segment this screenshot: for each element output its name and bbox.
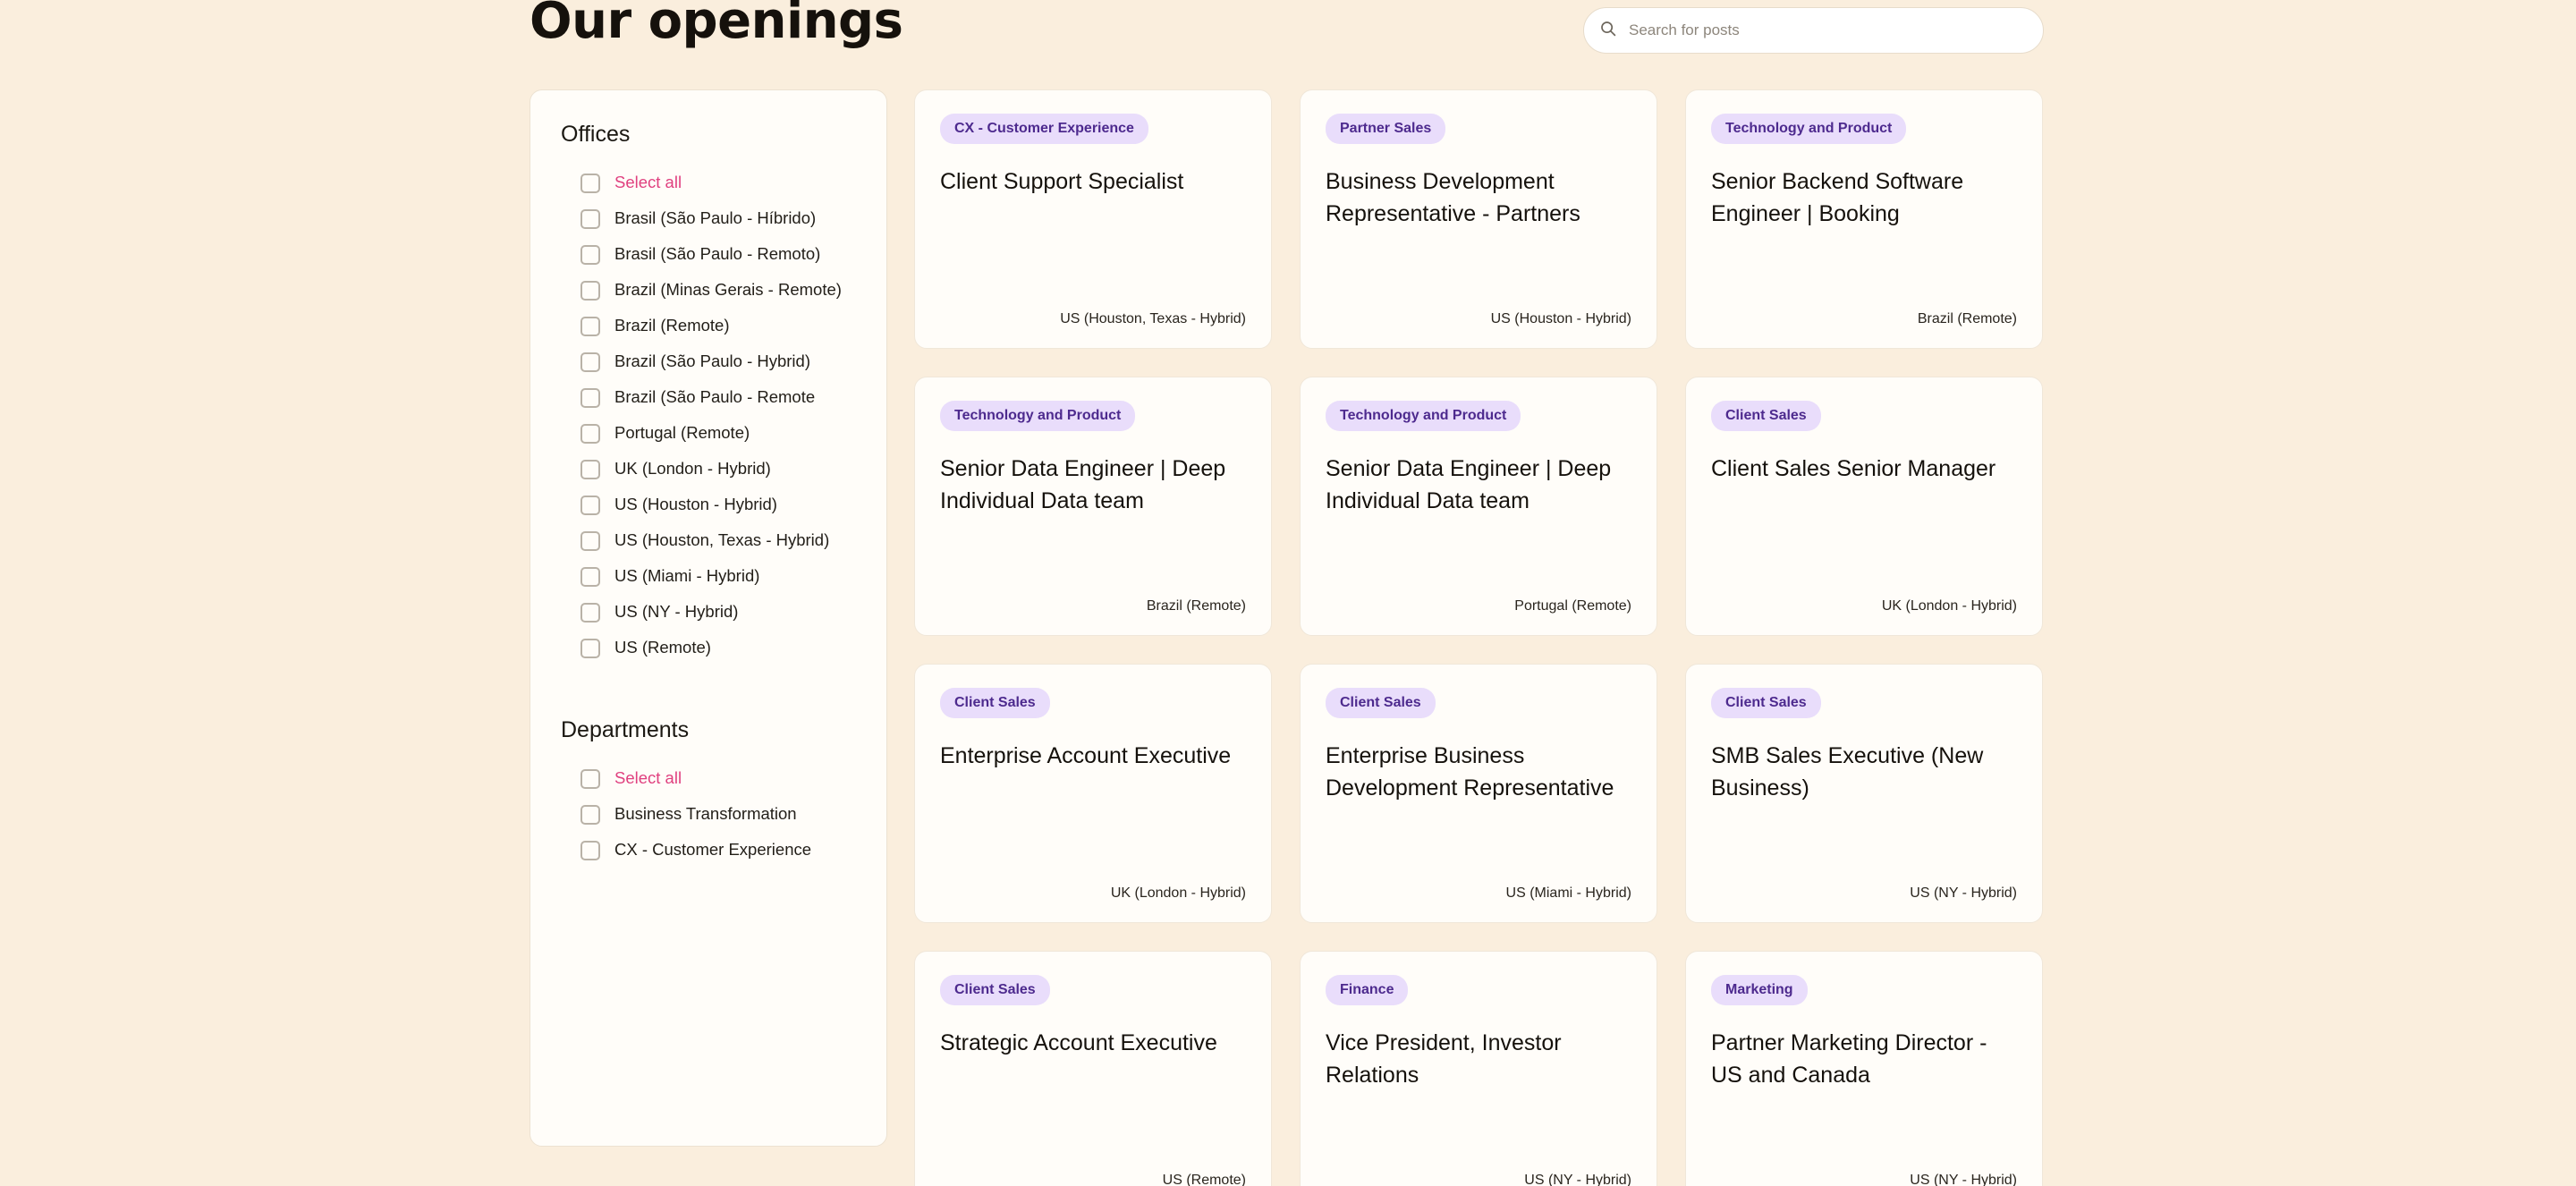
job-title: Client Support Specialist [940, 169, 1184, 194]
facet-label: Select all [614, 173, 682, 191]
facet-row[interactable] [561, 561, 856, 597]
job-grid [914, 89, 2043, 1186]
job-location: UK (London - Hybrid) [1881, 598, 2017, 614]
job-title: Senior Data Engineer | Deep Individual Data team [1326, 456, 1612, 513]
job-title: Strategic Account Executive [940, 1030, 1217, 1055]
checkbox-icon[interactable] [580, 567, 600, 587]
job-title: Enterprise Business Development Representative [1326, 743, 1614, 801]
checkbox-icon[interactable] [580, 281, 600, 301]
facet-row[interactable] [561, 525, 856, 561]
facet-label: CX - Customer Experience [614, 840, 812, 859]
checkbox-icon[interactable] [580, 209, 600, 229]
checkbox-icon[interactable] [580, 245, 600, 265]
checkbox-icon[interactable] [580, 174, 600, 193]
job-card[interactable] [914, 89, 1272, 349]
job-tag: Marketing [1711, 975, 1808, 1005]
facet-label: US (Remote) [614, 638, 711, 657]
job-tag: CX - Customer Experience [940, 114, 1148, 144]
facet-row[interactable] [561, 489, 856, 525]
job-card[interactable] [1300, 664, 1657, 923]
facet-label: UK (London - Hybrid) [614, 459, 771, 478]
job-location: Brazil (Remote) [1146, 598, 1246, 614]
job-tag: Technology and Product [1326, 401, 1521, 431]
job-card[interactable] [1685, 664, 2043, 923]
job-location: US (Houston - Hybrid) [1490, 311, 1631, 326]
job-title: Partner Marketing Director - US and Canada [1711, 1030, 1987, 1088]
facet-label: US (NY - Hybrid) [614, 602, 739, 621]
departments-heading: Departments [561, 717, 690, 742]
facet-row[interactable] [561, 453, 856, 489]
checkbox-icon[interactable] [580, 388, 600, 408]
facet-row[interactable] [561, 834, 856, 870]
job-location: UK (London - Hybrid) [1110, 885, 1246, 901]
checkbox-icon[interactable] [580, 805, 600, 825]
checkbox-icon[interactable] [580, 317, 600, 336]
job-title: Client Sales Senior Manager [1711, 456, 1996, 481]
facet-row[interactable] [561, 632, 856, 668]
facet-label: US (Miami - Hybrid) [614, 566, 760, 585]
checkbox-icon[interactable] [580, 460, 600, 479]
job-title: Senior Data Engineer | Deep Individual Data team [940, 456, 1226, 513]
facet-row[interactable] [561, 275, 856, 310]
facet-label: Brazil (São Paulo - Hybrid) [614, 352, 810, 370]
facet-row[interactable] [561, 346, 856, 382]
page-title: Our openings [530, 0, 903, 50]
checkbox-icon[interactable] [580, 531, 600, 551]
job-location: Brazil (Remote) [1917, 311, 2017, 326]
facet-label: US (Houston, Texas - Hybrid) [614, 530, 830, 549]
job-tag: Finance [1326, 975, 1408, 1005]
offices-select-all-row[interactable] [561, 167, 856, 203]
facet-label: Business Transformation [614, 804, 797, 823]
job-tag: Client Sales [1711, 401, 1821, 431]
job-tag: Client Sales [940, 688, 1050, 718]
search-box[interactable] [1583, 7, 2044, 54]
facet-row[interactable] [561, 799, 856, 834]
facet-label: US (Houston - Hybrid) [614, 495, 777, 513]
facet-label: Brasil (São Paulo - Remoto) [614, 244, 821, 263]
facet-label: Brazil (Remote) [614, 316, 730, 335]
facet-label: Brasil (São Paulo - Híbrido) [614, 208, 817, 227]
job-card[interactable] [1300, 951, 1657, 1186]
job-tag: Technology and Product [940, 401, 1135, 431]
job-card[interactable] [1300, 377, 1657, 636]
search-input[interactable] [1627, 21, 2027, 40]
offices-heading: Offices [561, 122, 631, 147]
job-location: US (NY - Hybrid) [1524, 1173, 1631, 1186]
job-card[interactable] [914, 951, 1272, 1186]
offices-list [561, 167, 856, 668]
checkbox-icon[interactable] [580, 603, 600, 623]
facet-label: Portugal (Remote) [614, 423, 750, 442]
facet-row[interactable] [561, 239, 856, 275]
job-tag: Client Sales [940, 975, 1050, 1005]
job-location: US (Houston, Texas - Hybrid) [1060, 311, 1246, 326]
job-card[interactable] [914, 664, 1272, 923]
job-card[interactable] [914, 377, 1272, 636]
job-title: Vice President, Investor Relations [1326, 1030, 1562, 1088]
checkbox-icon[interactable] [580, 352, 600, 372]
facet-label: Brazil (Minas Gerais - Remote) [614, 280, 842, 299]
job-location: US (Remote) [1162, 1173, 1246, 1186]
checkbox-icon[interactable] [580, 841, 600, 860]
departments-select-all-row[interactable] [561, 763, 856, 799]
job-card[interactable] [1685, 89, 2043, 349]
job-title: SMB Sales Executive (New Business) [1711, 743, 1984, 801]
job-card[interactable] [1685, 951, 2043, 1186]
job-location: US (NY - Hybrid) [1910, 1173, 2017, 1186]
checkbox-icon[interactable] [580, 769, 600, 789]
job-title: Enterprise Account Executive [940, 743, 1232, 768]
facet-row[interactable] [561, 597, 856, 632]
departments-list [561, 763, 856, 870]
filters-sidebar [530, 89, 887, 1147]
checkbox-icon[interactable] [580, 496, 600, 515]
job-title: Business Development Representative - Partners [1326, 169, 1580, 226]
job-tag: Client Sales [1711, 688, 1821, 718]
checkbox-icon[interactable] [580, 424, 600, 444]
facet-label: Select all [614, 768, 682, 787]
job-tag: Partner Sales [1326, 114, 1445, 144]
job-title: Senior Backend Software Engineer | Booking [1711, 169, 1964, 226]
job-location: US (Miami - Hybrid) [1505, 885, 1631, 901]
job-location: US (NY - Hybrid) [1910, 885, 2017, 901]
facet-label: Brazil (São Paulo - Remote [614, 387, 816, 406]
job-location: Portugal (Remote) [1514, 598, 1631, 614]
facet-row[interactable] [561, 310, 856, 346]
checkbox-icon[interactable] [580, 639, 600, 658]
job-tag: Client Sales [1326, 688, 1436, 718]
job-card[interactable] [1300, 89, 1657, 349]
job-tag: Technology and Product [1711, 114, 1906, 144]
facet-row[interactable] [561, 418, 856, 453]
search-icon [1600, 21, 1616, 41]
job-card[interactable] [1685, 377, 2043, 636]
facet-row[interactable] [561, 382, 856, 418]
facet-row[interactable] [561, 203, 856, 239]
